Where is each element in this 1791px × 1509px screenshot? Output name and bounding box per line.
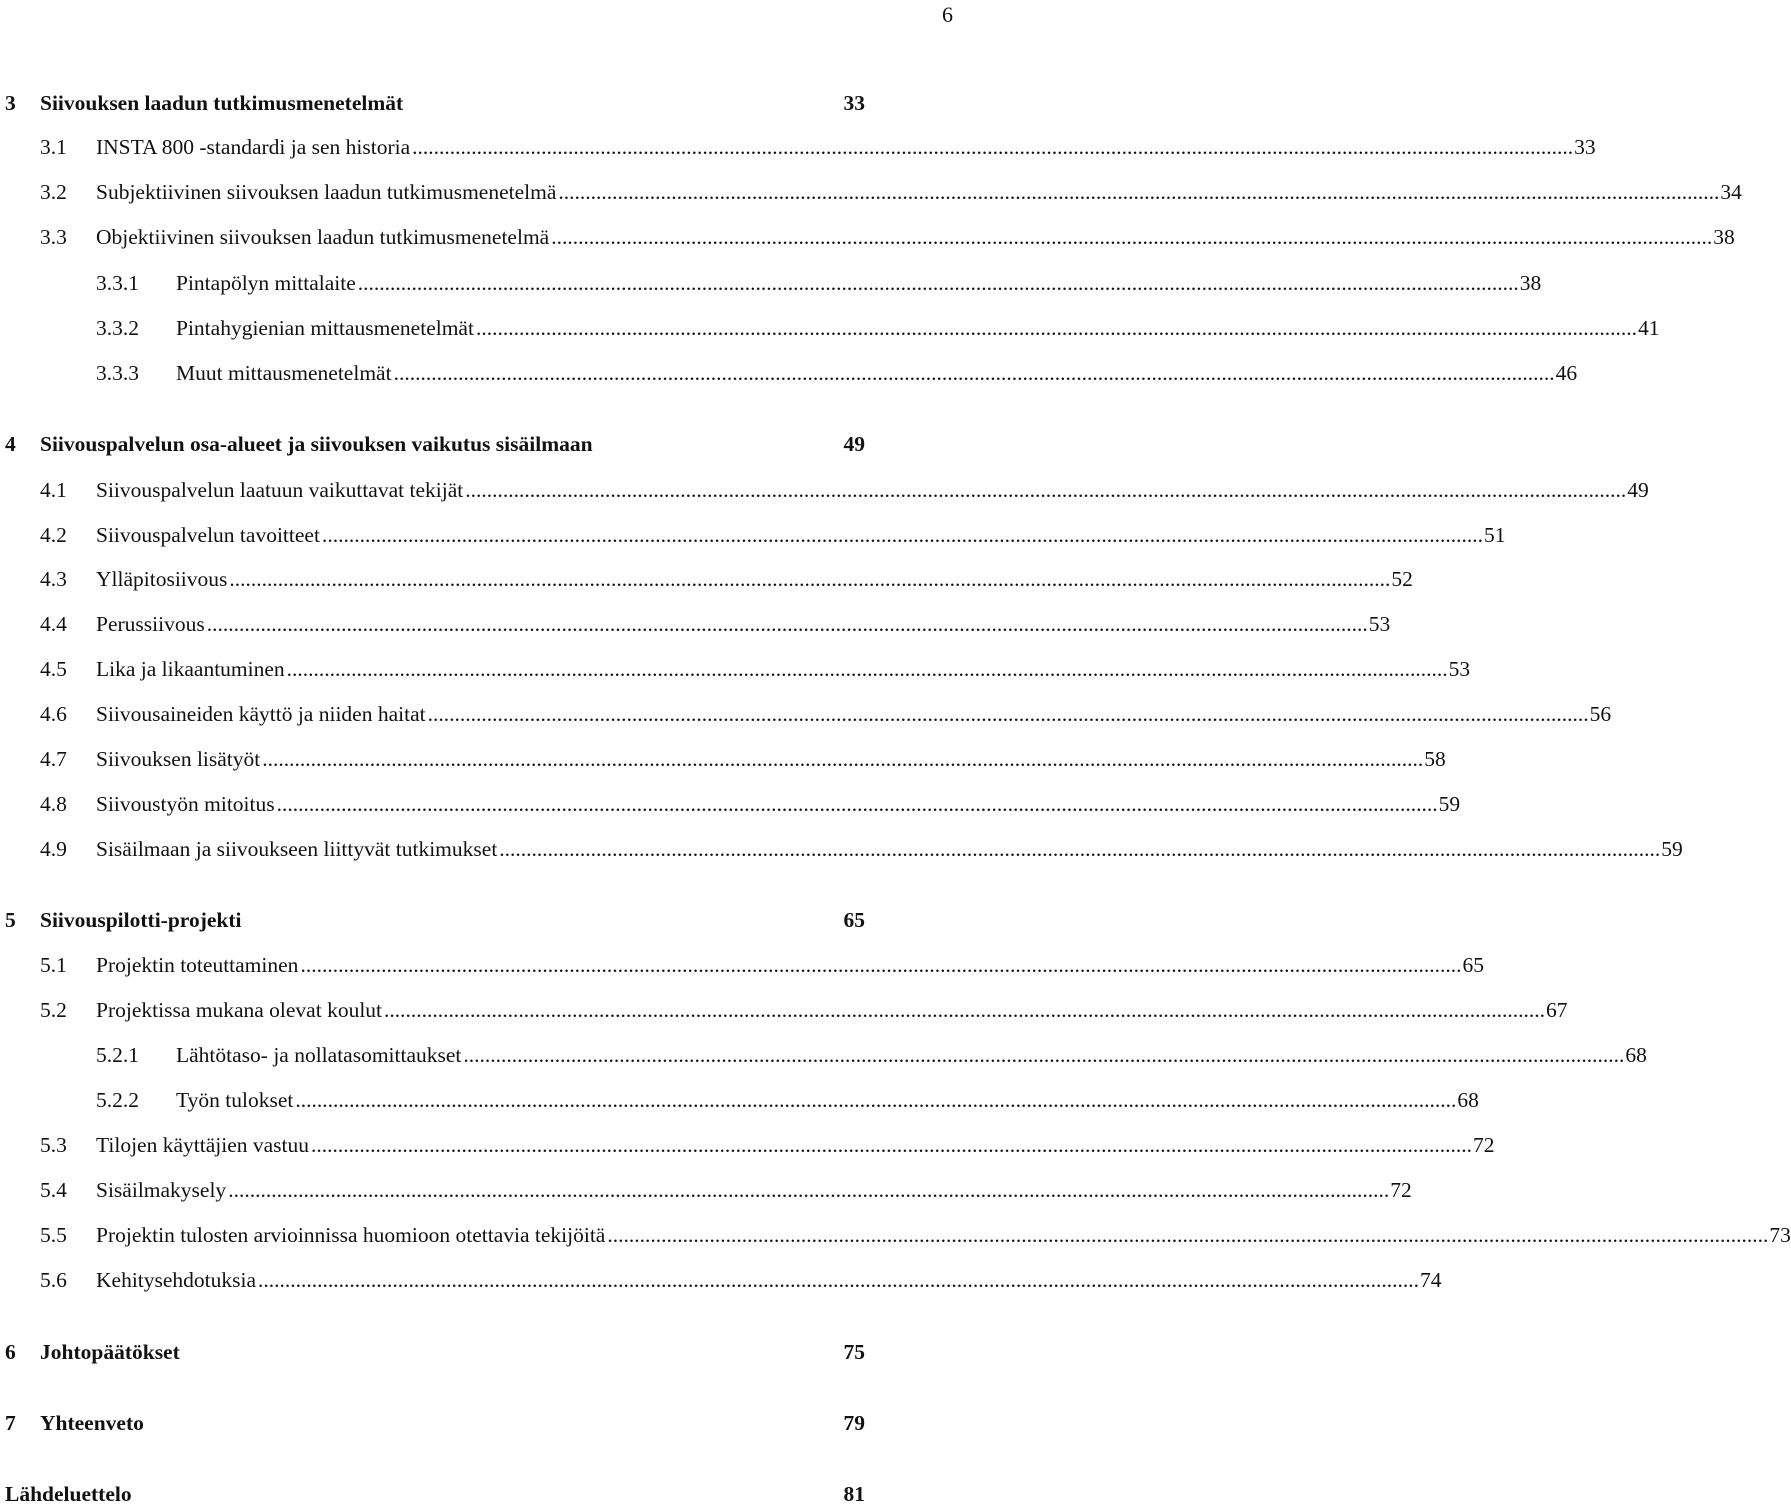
toc-entry-number: 5.1: [40, 953, 67, 977]
toc-entry-page: 75: [843, 1340, 865, 1364]
dot-leader: [258, 1265, 1419, 1295]
toc-entry-title: Siivouspalvelun laatuun vaikuttavat tekijät: [96, 478, 464, 502]
toc-entry-number: 5.4: [40, 1178, 67, 1202]
toc-entry-page: 46: [1555, 361, 1578, 385]
toc-entry[interactable]: [40, 1175, 1412, 1205]
toc-entry-page: 72: [1390, 1178, 1412, 1202]
dot-leader: [295, 1085, 1456, 1115]
toc-entry-title: Siivouspilotti-projekti: [40, 908, 242, 932]
toc-entry-page: 49: [843, 432, 865, 456]
dot-leader: [287, 654, 1448, 684]
toc-entry[interactable]: [5, 905, 865, 935]
toc-entry-page: 56: [1589, 702, 1612, 726]
toc-entry-page: 58: [1424, 747, 1446, 771]
toc-entry-page: 68: [1457, 1088, 1479, 1112]
toc-entry-page: 73: [1769, 1223, 1791, 1247]
toc-entry[interactable]: [40, 609, 1391, 639]
toc-entry[interactable]: [40, 222, 1735, 252]
toc-entry-title: Muut mittausmenetelmät: [176, 361, 392, 385]
toc-entry-title: Lika ja likaantuminen: [96, 657, 285, 681]
toc-entry-page: 33: [843, 91, 865, 115]
toc-entry[interactable]: [40, 475, 1649, 505]
toc-entry-number: 4.9: [40, 837, 67, 861]
toc-entry-number: 3.2: [40, 180, 67, 204]
toc-entry[interactable]: [5, 1408, 865, 1438]
toc-entry-title: Sisäilmaan ja siivoukseen liittyvät tutkimukset: [96, 837, 498, 861]
toc-entry-title: Siivouksen lisätyöt: [96, 747, 261, 771]
toc-entry-number: 3.3.2: [96, 316, 139, 340]
toc-entry[interactable]: [96, 1040, 1647, 1070]
toc-entry-page: 65: [1462, 953, 1484, 977]
toc-entry-page: 41: [1637, 316, 1660, 340]
dot-leader: [322, 520, 1483, 550]
toc-entry[interactable]: [40, 564, 1413, 594]
toc-entry-number: 5.2: [40, 998, 67, 1022]
toc-entry-page: 52: [1391, 567, 1413, 591]
toc-entry-title: Työn tulokset: [176, 1088, 294, 1112]
toc-entry-page: 65: [843, 908, 865, 932]
toc-entry-number: 5.3: [40, 1133, 67, 1157]
dot-leader: [277, 789, 1438, 819]
toc-entry[interactable]: [40, 1265, 1442, 1295]
toc-entry[interactable]: [5, 1337, 865, 1367]
toc-entry[interactable]: [40, 177, 1742, 207]
toc-entry-number: 4: [5, 432, 16, 456]
toc-entry[interactable]: [40, 950, 1484, 980]
dot-leader: [207, 609, 1368, 639]
page-number: 6: [942, 2, 953, 27]
toc-entry-page: 68: [1625, 1043, 1647, 1067]
toc-entry[interactable]: [40, 654, 1471, 684]
toc-entry-page: 38: [1519, 271, 1542, 295]
toc-entry-page: 59: [1661, 837, 1683, 861]
toc-entry[interactable]: [40, 1130, 1495, 1160]
toc-entry-title: Pintahygienian mittausmenetelmät: [176, 316, 474, 340]
toc-entry-title: Perussiivous: [96, 612, 205, 636]
toc-entry-title: Siivouspalvelun tavoitteet: [96, 523, 320, 547]
toc-entry-page: 53: [1368, 612, 1391, 636]
toc-entry-number: 4.3: [40, 567, 67, 591]
toc-entry-page: 49: [1627, 478, 1649, 502]
toc-entry-number: 5: [5, 908, 16, 932]
toc-entry[interactable]: [40, 1220, 1791, 1250]
toc-entry-title: Projektissa mukana olevat koulut: [96, 998, 383, 1022]
toc-entry-number: 4.1: [40, 478, 67, 502]
dot-leader: [394, 358, 1555, 388]
toc-entry-number: 4.8: [40, 792, 67, 816]
toc-entry-number: 3: [5, 91, 16, 115]
toc-entry-title: Yhteenveto: [40, 1411, 144, 1435]
toc-entry[interactable]: [96, 268, 1542, 298]
toc-entry-number: 3.3.3: [96, 361, 139, 385]
toc-entry[interactable]: [40, 132, 1596, 162]
toc-entry-page: 81: [843, 1482, 865, 1506]
toc-entry-number: 5.6: [40, 1268, 67, 1292]
toc-entry-page: 74: [1420, 1268, 1442, 1292]
toc-entry-number: 3.3.1: [96, 271, 139, 295]
toc-entry-page: 51: [1483, 523, 1506, 547]
toc-entry-number: 3.3: [40, 225, 67, 249]
toc-entry[interactable]: [40, 699, 1612, 729]
toc-entry-number: 4.6: [40, 702, 67, 726]
toc-entry-title: Projektin tulosten arvioinnissa huomioon otettavia tekijöitä: [96, 1223, 606, 1247]
dot-leader: [465, 475, 1626, 505]
toc-entry-title: Lähdeluettelo: [5, 1482, 132, 1506]
toc-entry-title: Objektiivinen siivouksen laadun tutkimusmenetelmä: [96, 225, 550, 249]
toc-entry-number: 4.2: [40, 523, 67, 547]
toc-entry-number: 6: [5, 1340, 16, 1364]
toc-entry[interactable]: [40, 995, 1568, 1025]
toc-entry-page: 59: [1438, 792, 1461, 816]
toc-entry-title: Sisäilmakysely: [96, 1178, 227, 1202]
toc-entry-title: Johtopäätökset: [40, 1340, 180, 1364]
toc-entry[interactable]: [5, 88, 865, 118]
toc-entry-title: Pintapölyn mittalaite: [176, 271, 356, 295]
toc-entry[interactable]: [5, 429, 865, 459]
toc-entry-title: Ylläpitosiivous: [96, 567, 228, 591]
toc-entry-title: Siivouksen laadun tutkimusmenetelmät: [40, 91, 404, 115]
toc-entry-title: Projektin toteuttaminen: [96, 953, 299, 977]
toc-entry-number: 4.4: [40, 612, 67, 636]
toc-entry-title: Siivouspalvelun osa-alueet ja siivouksen vaikutus sisäilmaan: [40, 432, 593, 456]
toc-entry-page: 79: [843, 1411, 865, 1435]
dot-leader: [499, 834, 1660, 864]
dot-leader: [607, 1220, 1768, 1250]
toc-entry-number: 7: [5, 1411, 16, 1435]
toc-entry-number: 4.5: [40, 657, 67, 681]
toc-entry[interactable]: [5, 1479, 865, 1509]
toc-entry-title: Siivousaineiden käyttö ja niiden haitat: [96, 702, 426, 726]
dot-leader: [300, 950, 1461, 980]
dot-leader: [558, 177, 1719, 207]
dot-leader: [384, 995, 1545, 1025]
dot-leader: [311, 1130, 1472, 1160]
dot-leader: [463, 1040, 1624, 1070]
toc-entry-number: 5.5: [40, 1223, 67, 1247]
toc-entry-title: INSTA 800 -standardi ja sen historia: [96, 135, 411, 159]
dot-leader: [229, 564, 1390, 594]
toc-entry-page: 67: [1546, 998, 1568, 1022]
dot-leader: [228, 1175, 1389, 1205]
toc-entry-title: Tilojen käyttäjien vastuu: [96, 1133, 309, 1157]
toc-entry-title: Siivoustyön mitoitus: [96, 792, 275, 816]
toc-entry[interactable]: [40, 520, 1506, 550]
toc-entry-page: 34: [1720, 180, 1742, 204]
dot-leader: [358, 268, 1519, 298]
toc-entry-title: Subjektiivinen siivouksen laadun tutkimusmenetelmä: [96, 180, 557, 204]
toc-entry-number: 3.1: [40, 135, 67, 159]
dot-leader: [428, 699, 1589, 729]
toc-entry-number: 5.2.1: [96, 1043, 139, 1067]
toc-entry-number: 4.7: [40, 747, 67, 771]
dot-leader: [412, 132, 1573, 162]
toc-entry-page: 38: [1713, 225, 1735, 249]
toc-entry[interactable]: [96, 358, 1578, 388]
toc-entry-page: 33: [1574, 135, 1596, 159]
toc-entry-page: 72: [1473, 1133, 1495, 1157]
toc-entry-title: Kehitysehdotuksia: [96, 1268, 257, 1292]
toc-entry[interactable]: [40, 789, 1461, 819]
dot-leader: [262, 744, 1423, 774]
toc-entry-page: 53: [1448, 657, 1471, 681]
toc-entry-number: 5.2.2: [96, 1088, 139, 1112]
toc-entry[interactable]: [96, 1085, 1479, 1115]
toc-entry[interactable]: [96, 313, 1660, 343]
dot-leader: [476, 313, 1637, 343]
toc-entry[interactable]: [40, 744, 1446, 774]
toc-entry[interactable]: [40, 834, 1683, 864]
dot-leader: [551, 222, 1712, 252]
toc-entry-title: Lähtötaso- ja nollatasomittaukset: [176, 1043, 462, 1067]
